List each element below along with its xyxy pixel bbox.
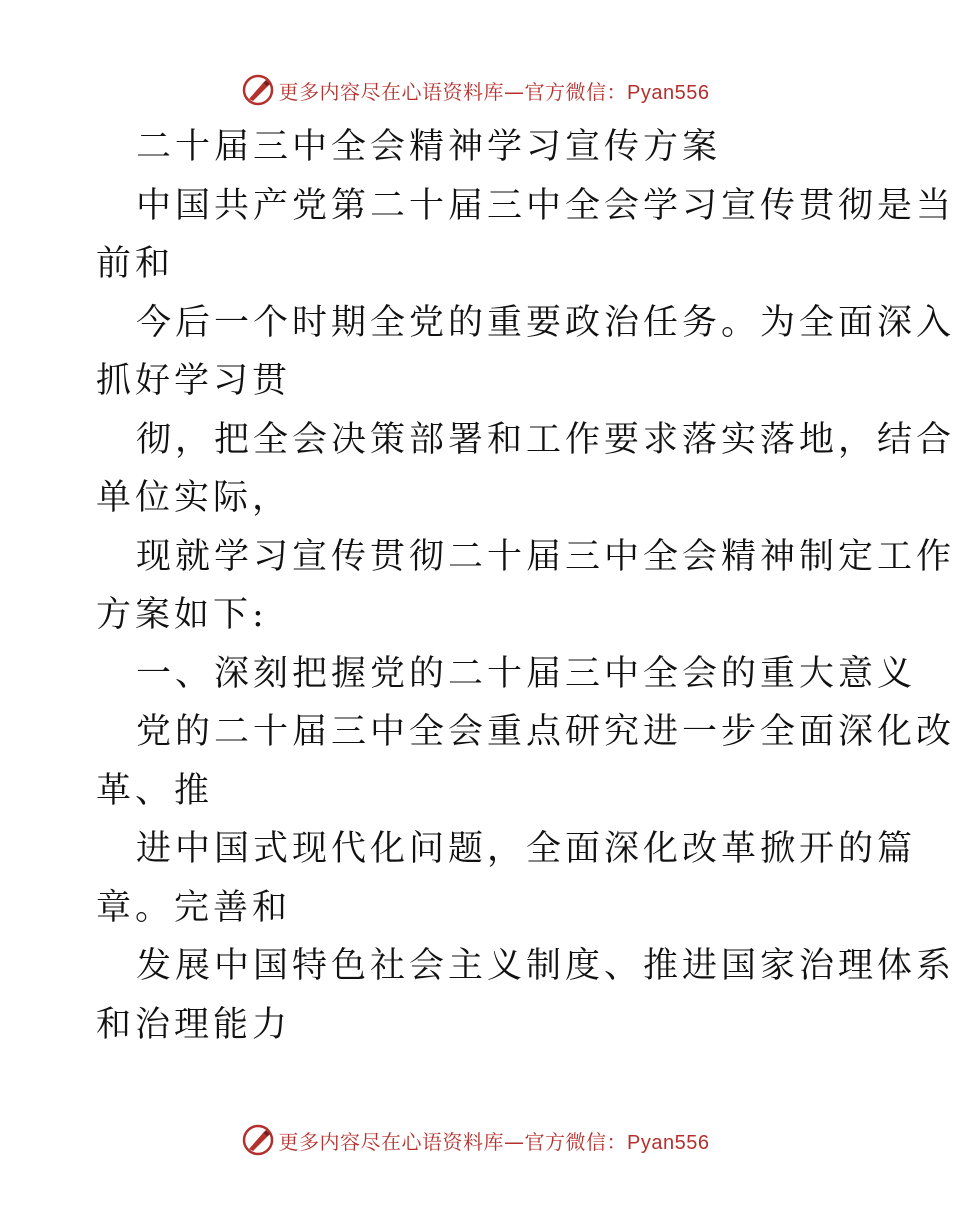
header-banner-text	[279, 76, 710, 105]
doc-line: 今后一个时期全党的重要政治任务。为全面深入	[136, 302, 955, 343]
document-body	[96, 118, 955, 1054]
doc-line: 和治理能力	[96, 1004, 292, 1045]
doc-line: 章。完善和	[96, 887, 292, 928]
footer-banner-text	[279, 1126, 710, 1155]
header-banner-main: 更多内容尽在心语资料库	[278, 79, 505, 104]
doc-line: 彻，把全会决策部署和工作要求落实落地，结合	[136, 419, 955, 460]
doc-line: 抓好学习贯	[96, 361, 292, 401]
doc-line: 中国共产党第二十届三中全会学习宣传贯彻是当	[136, 185, 955, 226]
doc-line: 党的二十届三中全会重点研究进一步全面深化改	[136, 712, 955, 752]
footer-banner-wechat-label: 官方微信：	[524, 1129, 628, 1154]
doc-title: 二十届三中全会精神学习宣传方案	[136, 127, 722, 167]
doc-line: 进中国式现代化问题，全面深化改革掀开的篇	[136, 829, 917, 869]
doc-line: 单位实际，	[96, 478, 292, 518]
doc-line: 现就学习宣传贯彻二十届三中全会精神制定工作	[136, 536, 955, 577]
footer-banner-separator: —	[504, 1129, 525, 1154]
header-banner	[0, 70, 950, 110]
doc-line: 方案如下:	[96, 595, 268, 635]
footer-banner-wechat-id: Pyan556	[627, 1131, 710, 1154]
doc-line: 革、推	[96, 770, 214, 811]
header-banner-wechat-id: Pyan556	[627, 81, 710, 104]
header-banner-separator: —	[504, 79, 525, 104]
doc-line: 前和	[96, 244, 175, 284]
header-banner-wechat-label: 官方微信：	[524, 79, 628, 104]
footer-banner-main: 更多内容尽在心语资料库	[278, 1129, 505, 1154]
pen-logo-icon	[241, 1123, 275, 1157]
footer-banner	[0, 1120, 950, 1160]
doc-section-heading: 一、深刻把握党的二十届三中全会的重大意义	[136, 653, 917, 694]
pen-logo-icon	[241, 73, 275, 107]
doc-line: 发展中国特色社会主义制度、推进国家治理体系	[136, 946, 955, 986]
